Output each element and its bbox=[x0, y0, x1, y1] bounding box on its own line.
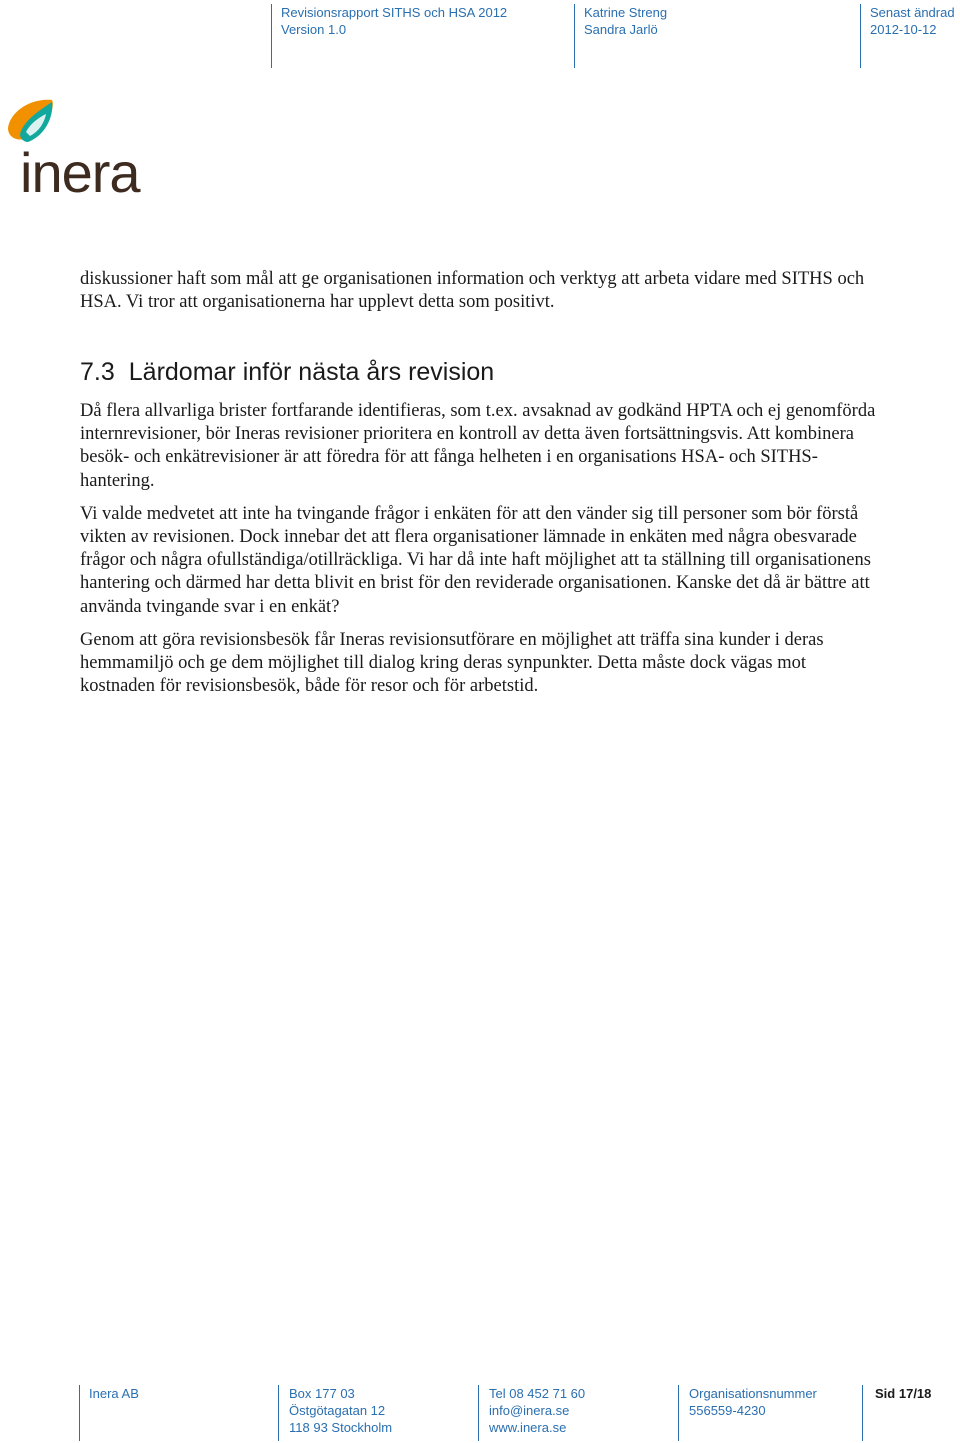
footer-divider bbox=[862, 1385, 863, 1441]
section-title: Lärdomar inför nästa års revision bbox=[128, 358, 495, 386]
header-divider bbox=[860, 4, 861, 68]
page-label: Sid bbox=[875, 1386, 896, 1401]
intro-paragraph bbox=[80, 268, 880, 324]
author-name: Katrine Streng bbox=[584, 5, 668, 20]
header-authors bbox=[584, 4, 667, 68]
page-value: 17/18 bbox=[898, 1386, 932, 1401]
footer-address bbox=[289, 1385, 392, 1441]
page-number bbox=[875, 1385, 931, 1441]
phone-number: Tel 08 452 71 60 bbox=[489, 1386, 586, 1401]
email-link[interactable]: info@inera.se bbox=[489, 1403, 570, 1418]
header-document-info bbox=[281, 4, 507, 68]
changed-label: Senast ändrad bbox=[870, 5, 955, 20]
org-label: Organisationsnummer bbox=[689, 1386, 817, 1401]
footer-divider bbox=[678, 1385, 679, 1441]
document-version: Version 1.0 bbox=[281, 22, 347, 37]
inera-logo bbox=[6, 98, 166, 198]
paragraph: Vi valde medvetet att inte ha tvingande frågor i enkäten för att den vänder sig till personer som bör förstå vikten av revisionen. Dock innebar det att flera organisationer lämnade in enkäten med några obesvarade frågor och några ofullständiga/otillräckliga. Vi har då inte haft möjlighet att ta ställning till organisationens hantering och därmed har detta blivit en brist för den reviderade organisationen. Kanske det då är bättre att använda tvingande svar i en enkät? bbox=[80, 503, 871, 617]
address-city: 118 93 Stockholm bbox=[289, 1420, 393, 1435]
org-number: 556559-4230 bbox=[689, 1403, 766, 1418]
section-number: 7.3 bbox=[80, 358, 115, 386]
footer-contact bbox=[489, 1385, 585, 1441]
inera-logo-icon bbox=[6, 98, 166, 198]
company-name: Inera AB bbox=[89, 1386, 139, 1401]
section-heading bbox=[80, 358, 494, 387]
footer-divider bbox=[278, 1385, 279, 1441]
footer-org bbox=[689, 1385, 817, 1441]
author-name: Sandra Jarlö bbox=[584, 22, 658, 37]
header-divider bbox=[271, 4, 272, 68]
website-link[interactable]: www.inera.se bbox=[489, 1420, 567, 1435]
footer-divider bbox=[79, 1385, 80, 1441]
paragraph: Då flera allvarliga brister fortfarande identifieras, som t.ex. avsaknad av godkänd HPTA och ej genomförda internrevisioner, bör Ineras revisioner prioritera en kontroll av detta även fortsättningsvis. Att kombinera besök- och enkätrevisioner är att föredra för att fånga helheten i en organisations HSA- och SITHS-hantering. bbox=[80, 401, 876, 491]
footer-divider bbox=[478, 1385, 479, 1441]
svg-text:inera: inera bbox=[20, 141, 140, 198]
intro-text: diskussioner haft som mål att ge organisationen information och verktyg att arbeta vidare med SITHS och HSA. Vi tror att organisationerna har upplevt detta som positivt. bbox=[80, 269, 865, 313]
header-divider bbox=[574, 4, 575, 68]
address-box: Box 177 03 bbox=[289, 1386, 355, 1401]
footer-company bbox=[89, 1385, 139, 1441]
document-title: Revisionsrapport SITHS och HSA 2012 bbox=[281, 5, 508, 20]
header-changed bbox=[870, 4, 955, 68]
address-street: Östgötagatan 12 bbox=[289, 1403, 386, 1418]
changed-date: 2012-10-12 bbox=[870, 22, 937, 37]
paragraph: Genom att göra revisionsbesök får Ineras revisionsutförare en möjlighet att träffa sina kunder i deras hemmamiljö och ge dem möjlighet till dialog kring deras synpunkter. Detta måste dock vägas mot kostnaden för revisionsbesök, både för resor och för arbetstid. bbox=[80, 629, 824, 697]
section-body bbox=[80, 400, 880, 708]
